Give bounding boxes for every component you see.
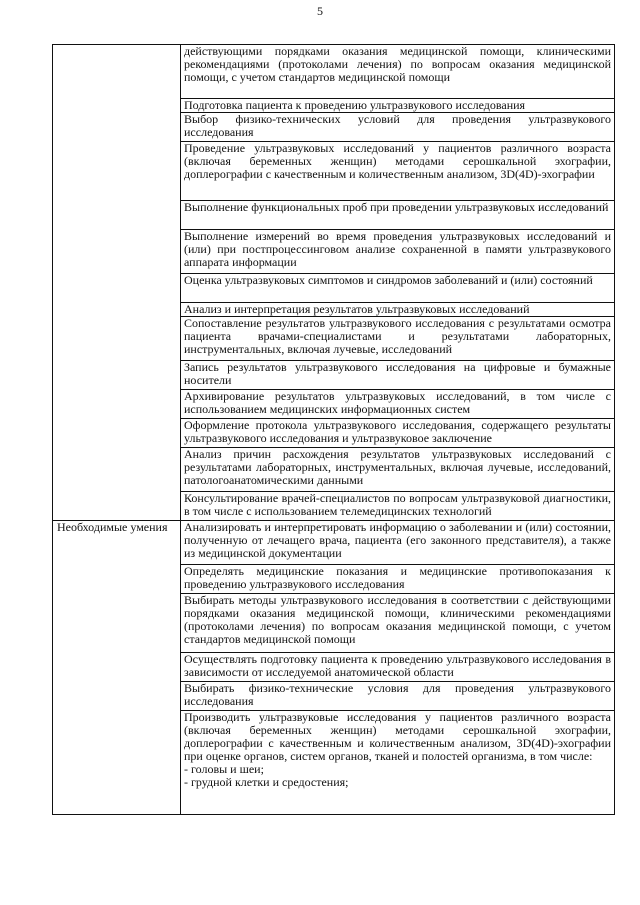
cell-text: Определять медицинские показания и медицинские противопоказания к проведению ультразвукового исследования — [184, 564, 611, 591]
cell-text: Запись результатов ультразвукового исследования на цифровые и бумажные носители — [184, 360, 611, 387]
cell-text: Осуществлять подготовку пациента к проведению ультразвукового исследования в зависимости от исследуемой анатомической области — [184, 652, 611, 679]
list-item: - грудной клетки и средостения; — [184, 775, 349, 789]
cell-text: Подготовка пациента к проведению ультразвукового исследования — [184, 98, 526, 112]
cell-text: Анализ и интерпретация результатов ультразвуковых исследований — [184, 302, 530, 316]
cell-text: Выполнение функциональных проб при проведении ультразвуковых исследований — [184, 200, 609, 214]
cell-text: Производить ультразвуковые исследования у пациентов различного возраста (включая беременных женщин) методами серошкальной эхографии, доплерографии с качественным и количественным анализом, 3D(4D)-эхографии при оценке органов, систем органов, тканей и полостей организма, в том числе: — [184, 710, 611, 763]
row-label-required-skills: Необходимые умения — [53, 521, 181, 815]
table-cell — [181, 303, 615, 317]
cell-text: Выбор физико-технических условий для проведения ультразвукового исследования — [184, 112, 611, 139]
table-cell — [181, 711, 615, 815]
cell-text: Сопоставление результатов ультразвукового исследования с результатами осмотра пациента врачами-специалистами и результатами лабораторных, инструментальных, включая лучевые, исследований — [184, 316, 611, 356]
table-cell — [181, 653, 615, 682]
page-number: 5 — [317, 4, 323, 18]
table-cell — [181, 419, 615, 448]
cell-text: Архивирование результатов ультразвуковых исследований, в том числе с использованием медицинских информационных систем — [184, 389, 611, 416]
table-cell — [181, 201, 615, 230]
cell-text: Выбирать физико-технические условия для проведения ультразвукового исследования — [184, 681, 611, 708]
cell-text: Проведение ультразвуковых исследований у пациентов различного возраста (включая беременных женщин) методами серошкальной эхографии, доплерографии с качественным и количественным анализом, 3D(4D)-эхографии — [184, 141, 611, 181]
table-cell — [181, 274, 615, 303]
table-row — [53, 521, 615, 565]
table-cell — [181, 492, 615, 521]
cell-text: Анализировать и интерпретировать информацию о заболевании и (или) состоянии, полученную от лечащего врача, пациента (его законного представителя), а также из медицинской документации — [184, 520, 611, 560]
cell-text: Оценка ультразвуковых симптомов и синдромов заболеваний и (или) состояний — [184, 273, 593, 287]
competency-table — [52, 44, 615, 815]
cell-text: Выбирать методы ультразвукового исследования в соответствии с действующими порядками оказания медицинской помощи, клиническими рекомендациями (протоколами лечения) по вопросам оказания медицинской помощи, с учетом стандартов медицинской помощи — [184, 593, 611, 646]
table-cell — [181, 45, 615, 99]
list-item: - головы и шеи; — [184, 762, 264, 776]
table-cell — [181, 99, 615, 113]
table-cell — [181, 317, 615, 361]
table-cell — [181, 142, 615, 201]
table-cell — [181, 594, 615, 653]
cell-text: Выполнение измерений во время проведения ультразвуковых исследований и (или) при постпроцессинговом анализе сохраненной в памяти ультразвукового аппарата информации — [184, 229, 611, 269]
cell-text: Оформление протокола ультразвукового исследования, содержащего результаты ультразвукового исследования и ультразвуковое заключение — [184, 418, 611, 445]
table-cell — [181, 521, 615, 565]
cell-text: действующими порядками оказания медицинской помощи, клиническими рекомендациями (протоколами лечения) по вопросам оказания медицинской помощи, с учетом стандартов медицинской помощи — [184, 44, 611, 84]
table-row — [53, 45, 615, 99]
cell-text: Консультирование врачей-специалистов по вопросам ультразвуковой диагностики, в том числе с использованием телемедицинских технологий — [184, 491, 611, 518]
table-cell — [181, 682, 615, 711]
cell-text: Анализ причин расхождения результатов ультразвуковых исследований с результатами лабораторных, инструментальных, включая лучевые, исследований, патологоанатомическими данными — [184, 447, 611, 487]
table-cell — [181, 448, 615, 492]
table-cell — [181, 565, 615, 594]
table-cell — [181, 390, 615, 419]
row-label-empty — [53, 45, 181, 521]
table-cell — [181, 230, 615, 274]
table-cell — [181, 361, 615, 390]
table-cell — [181, 113, 615, 142]
